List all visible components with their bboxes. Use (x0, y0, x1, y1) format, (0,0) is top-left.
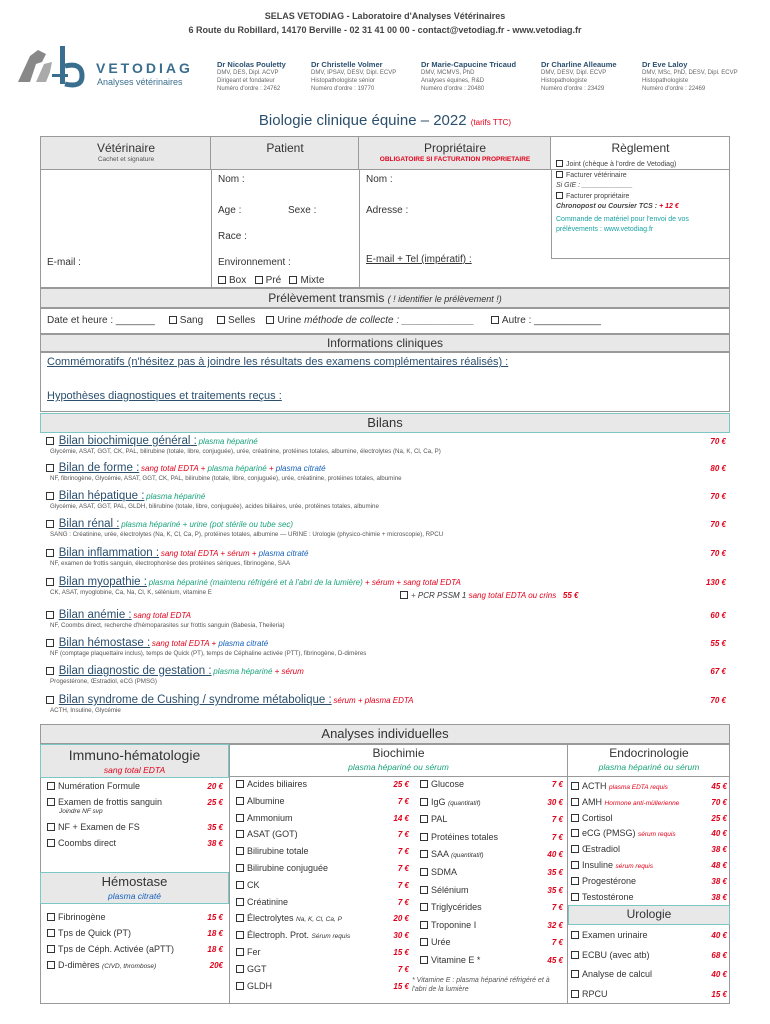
analysis-item: Coombs direct 38 € (47, 838, 223, 848)
analysis-checkbox[interactable] (571, 970, 579, 978)
analysis-item: ACTH plasma EDTA requis 45 € (571, 781, 727, 791)
bilan-title: Bilan hépatique : (58, 490, 145, 502)
analysis-item: SDMA 35 € (420, 867, 563, 877)
patient-age-label: Age : (218, 205, 242, 216)
bilan-checkbox[interactable] (46, 611, 54, 619)
analysis-item: Créatinine 7 € (236, 897, 409, 907)
bilan-row (46, 665, 726, 685)
bilan-sample: sang total EDTA + plasma hépariné + plasma citraté (141, 464, 326, 473)
analysis-checkbox[interactable] (571, 861, 579, 869)
bilan-checkbox[interactable] (46, 520, 54, 528)
bilan-checkbox[interactable] (46, 437, 54, 445)
commemoratifs-label: Commémoratifs (n'hésitez pas à joindre les résultats des examens complémentaires réalisés) : (47, 356, 509, 368)
vet-subtitle: Cachet et signature (97, 156, 155, 163)
biochimie-title: Biochimie (372, 746, 425, 760)
analysis-item: CK 7 € (236, 880, 409, 890)
vet-email-label: E-mail : (47, 257, 81, 268)
bilan-title: Bilan myopathie : (58, 576, 147, 588)
vitamin-e-note: * Vitamine E : plasma hépariné réfrigéré et à l'abri de la lumière (412, 977, 550, 993)
analysis-item: ASAT (GOT) 7 € (236, 829, 409, 839)
analysis-checkbox[interactable] (420, 938, 428, 946)
analysis-item: Électrolytes Na, K, Cl, Ca, P 20 € (236, 913, 409, 923)
bilan-price: 70 € (710, 696, 726, 705)
analysis-checkbox[interactable] (420, 833, 428, 841)
bilan-sample: sang total EDTA + sérum + plasma citraté (160, 549, 309, 558)
env-box-checkbox[interactable] (218, 276, 226, 284)
analysis-checkbox[interactable] (571, 845, 579, 853)
bilan-title: Bilan diagnostic de gestation : (58, 665, 212, 677)
analysis-item: Testostérone 38 € (571, 892, 727, 902)
env-pre-checkbox[interactable] (255, 276, 263, 284)
analysis-checkbox[interactable] (420, 868, 428, 876)
prelev-fields: Date et heure : _______ Sang Selles Urine méthode de collecte : _____________ Autre : ____________ (47, 315, 601, 326)
analysis-checkbox[interactable] (571, 931, 579, 939)
bilan-sample: sang total EDTA (133, 611, 191, 620)
analysis-item: Acides biliaires 25 € (236, 779, 409, 789)
bilan-price: 67 € (710, 667, 726, 676)
analysis-checkbox[interactable] (236, 780, 244, 788)
lab-header (0, 9, 770, 37)
bilan-checkbox[interactable] (46, 492, 54, 500)
analysis-item: Examen de frottis sanguin Joindre NF svp 25 € (47, 797, 223, 807)
analysis-item: Sélénium 35 € (420, 885, 563, 895)
logo-name: VETODIAG (96, 60, 193, 76)
analysis-item: Vitamine E * 45 € (420, 955, 563, 965)
analysis-checkbox[interactable] (420, 886, 428, 894)
analysis-item: Électroph. Prot. Sérum requis 30 € (236, 930, 409, 940)
analysis-checkbox[interactable] (47, 798, 55, 806)
analysis-checkbox[interactable] (47, 782, 55, 790)
prelev-title: Prélèvement transmis ( ! identifier le prélèvement !) (268, 291, 502, 305)
env-mixte-checkbox[interactable] (289, 276, 297, 284)
bilan-title: Bilan rénal : (58, 518, 120, 530)
bilan-details: NF (comptage plaquettaire inclus), temps de Quick (PT), temps de Céphaline activée (PTT), fibrinogène, D-dimères (50, 650, 367, 657)
analysis-checkbox[interactable] (571, 829, 579, 837)
lab-address: 6 Route du Robillard, 14170 Berville - 02 31 41 00 00 - contact@vetodiag.fr - www.vetodiag.fr (188, 25, 582, 35)
analysis-checkbox[interactable] (236, 982, 244, 990)
immuno-sample: sang total EDTA (103, 765, 166, 775)
owner-name-label: Nom : (366, 174, 393, 185)
analysis-checkbox[interactable] (420, 850, 428, 858)
bilans-title: Bilans (367, 415, 403, 430)
analysis-item: Fibrinogène 15 € (47, 912, 223, 922)
analysis-item: Ammonium 14 € (236, 813, 409, 823)
analysis-item: RPCU 15 € (571, 989, 727, 999)
analysis-item: Progestérone 38 € (571, 876, 727, 886)
doctor-4: Dr Charline Alleaume DMV, DESV, Dipl. ECVP Histopathologiste Numéro d'ordre : 23429 (541, 60, 617, 93)
analysis-checkbox[interactable] (571, 893, 579, 901)
analysis-checkbox[interactable] (420, 921, 428, 929)
analysis-item: AMH Hormone anti-müllerienne 70 € (571, 797, 727, 807)
analysis-item: Troponine I 32 € (420, 920, 563, 930)
bilan-price: 130 € (705, 578, 726, 587)
analysis-item: Analyse de calcul 40 € (571, 969, 727, 979)
urine-checkbox[interactable] (266, 316, 274, 324)
pcr-checkbox[interactable] (400, 591, 408, 599)
doctor-2: Dr Christelle Volmer DMV, IPSAV, DESV, Dipl. ECVP Histopathologiste sénior Numéro d'ordre : 19770 (311, 60, 397, 93)
analysis-checkbox[interactable] (47, 961, 55, 969)
pcr-pssm-option: + PCR PSSM 1 sang total EDTA ou crins 55 € (400, 591, 578, 600)
bilan-sample: plasma hépariné (maintenu réfrigéré et à l'abri de la lumière) + sérum + sang total EDTA (148, 578, 461, 587)
lab-name: SELAS VETODIAG - Laboratoire d'Analyses Vétérinaires (264, 11, 506, 21)
bilan-details: Glycémie, ASAT, GGT, PAL, GLDH, bilirubine (totale, libre, conjuguée), acides biliaires, urée, protéines totales, albumine (50, 503, 379, 510)
bilan-title: Bilan hémostase : (58, 637, 151, 649)
analysis-item: Bilirubine conjuguée 7 € (236, 863, 409, 873)
analysis-checkbox[interactable] (236, 965, 244, 973)
doctor-1: Dr Nicolas Pouletty DMV, DES, Dipl. ACVP Dirigeant et fondateur Numéro d'ordre : 24762 (217, 60, 286, 93)
analysis-item: Albumine 7 € (236, 796, 409, 806)
biochimie-sample: plasma hépariné ou sérum (348, 762, 449, 772)
bilan-details: SANG : Créatinine, urée, électrolytes (Na, K, Cl, Ca, P), protéines totales, albumine — URINE : Urologie (physico-chimie + microscopie), RPCU (50, 531, 444, 538)
bilan-price: 80 € (710, 464, 726, 473)
bilan-details: NF, examen de frottis sanguin, électrophorèse des protéines sériques, fibrinogène, SAA (50, 560, 291, 567)
analysis-item: Tps de Quick (PT) 18 € (47, 928, 223, 938)
analysis-item: PAL 7 € (420, 814, 563, 824)
analysis-item: Œstradiol 38 € (571, 844, 727, 854)
analysis-checkbox[interactable] (571, 782, 579, 790)
bilan-details: Glycémie, ASAT, GGT, CK, PAL, bilirubine (totale, libre, conjuguée), urée, créatinine, protéines totales, albumine, électrolytes (Na, K, Cl, Ca, P) (50, 448, 441, 455)
selles-checkbox[interactable] (217, 316, 225, 324)
payment-options: Joint (chèque à l'ordre de Vetodiag) Facturer vétérinaire Si GIE : _____________ Facturer propriétaire Chronopost ou Coursier TCS : + 12 € Commande de matériel pour l'envoi de vos prélèvements : www.vetodiag.fr (556, 161, 689, 233)
analysis-checkbox[interactable] (571, 951, 579, 959)
endo-sample: plasma hépariné ou sérum (598, 762, 700, 772)
owner-email-label: E-mail + Tel (impératif) : (366, 254, 472, 265)
bilan-sample: sang total EDTA + plasma citraté (151, 639, 269, 648)
bilan-row (46, 518, 726, 538)
analysis-item: Fer 15 € (236, 947, 409, 957)
analysis-item: Insuline sérum requis 48 € (571, 860, 727, 870)
bilan-title: Bilan syndrome de Cushing / syndrome métabolique : (58, 694, 332, 706)
analysis-checkbox[interactable] (571, 814, 579, 822)
bilan-checkbox[interactable] (46, 696, 54, 704)
analysis-checkbox[interactable] (571, 877, 579, 885)
analysis-checkbox[interactable] (236, 797, 244, 805)
bilan-price: 70 € (710, 492, 726, 501)
bilan-details: ACTH, Insuline, Glycémie (50, 707, 121, 714)
bilan-row (46, 637, 726, 657)
owner-title: Propriétaire (423, 141, 487, 155)
hypotheses-label: Hypothèses diagnostiques et traitements reçus : (47, 390, 282, 402)
pay-joint-checkbox[interactable] (556, 160, 563, 167)
analysis-item: ECBU (avec atb) 68 € (571, 950, 727, 960)
analysis-checkbox[interactable] (236, 847, 244, 855)
uro-title: Urologie (626, 907, 672, 921)
bilan-row (46, 490, 726, 510)
bilan-price: 70 € (710, 520, 726, 529)
analysis-item: GLDH 15 € (236, 981, 409, 991)
bilan-details: NF, Coombs direct, recherche d'hémoparasites sur frottis sanguin (Babesia, Theileria) (50, 622, 285, 629)
bilan-checkbox[interactable] (46, 639, 54, 647)
analysis-item: IgG (quantitatif) 30 € (420, 797, 563, 807)
patient-breed-label: Race : (218, 231, 247, 242)
analysis-item: Tps de Céph. Activée (aPTT) 18 € (47, 944, 223, 954)
analysis-checkbox[interactable] (47, 839, 55, 847)
analysis-checkbox[interactable] (236, 814, 244, 822)
indiv-title: Analyses individuelles (321, 726, 449, 741)
bilan-price: 55 € (710, 639, 726, 648)
analysis-item: Urée 7 € (420, 937, 563, 947)
analysis-checkbox[interactable] (571, 798, 579, 806)
analysis-item: Cortisol 25 € (571, 813, 727, 823)
bilan-sample: plasma hépariné + urine (pot stérile ou tube sec) (121, 520, 294, 529)
analysis-item: Numération Formule 20 € (47, 781, 223, 791)
analysis-item: Glucose 7 € (420, 779, 563, 789)
pay-owner-checkbox[interactable] (556, 192, 563, 199)
patient-title: Patient (266, 141, 304, 155)
analysis-item: Examen urinaire 40 € (571, 930, 727, 940)
analysis-checkbox[interactable] (47, 929, 55, 937)
hemo-title: Hémostase (101, 874, 168, 889)
bilan-title: Bilan de forme : (58, 462, 140, 474)
bilan-price: 70 € (710, 437, 726, 446)
analysis-checkbox[interactable] (236, 898, 244, 906)
bilan-row (46, 462, 726, 482)
bilan-price: 60 € (710, 611, 726, 620)
analysis-checkbox[interactable] (236, 881, 244, 889)
analysis-checkbox[interactable] (47, 913, 55, 921)
doctor-3: Dr Marie-Capucine Tricaud DMV, MCMVS, PhD Analyses équines, R&D Numéro d'ordre : 20480 (421, 60, 517, 93)
bilan-row (46, 609, 726, 629)
vetodiag-logo (16, 40, 206, 92)
bilan-details: Progestérone, Œstradiol, eCG (PMSG) (50, 678, 157, 685)
analysis-checkbox[interactable] (236, 931, 244, 939)
bilan-sample: plasma hépariné (198, 437, 258, 446)
bilan-row (46, 547, 726, 567)
analysis-item: Protéines totales 7 € (420, 832, 563, 842)
horse-dog-logo-icon (16, 42, 86, 88)
analysis-checkbox[interactable] (47, 823, 55, 831)
bilan-title: Bilan inflammation : (58, 547, 160, 559)
info-title: Informations cliniques (326, 336, 444, 350)
analysis-checkbox[interactable] (571, 990, 579, 998)
analysis-checkbox[interactable] (236, 864, 244, 872)
analysis-item: SAA (quantitatif) 40 € (420, 849, 563, 859)
analysis-item: Triglycérides 7 € (420, 902, 563, 912)
bilan-checkbox[interactable] (46, 667, 54, 675)
owner-address-label: Adresse : (366, 205, 409, 216)
analysis-checkbox[interactable] (236, 914, 244, 922)
immuno-title: Immuno-hématologie (68, 747, 201, 763)
page-title: Biologie clinique équine – 2022 (tarifs TTC) (258, 112, 512, 129)
payment-title: Règlement (611, 141, 670, 155)
sang-checkbox[interactable] (169, 316, 177, 324)
endo-title: Endocrinologie (609, 746, 689, 760)
bilan-details: NF, fibrinogène, Glycémie, ASAT, GGT, CK, PAL, bilirubine (totale, libre, conjuguée), urée, créatinine, protéines totales, albumine (50, 475, 402, 482)
bilan-title: Bilan biochimique général : (58, 435, 197, 447)
hemo-sample: plasma citraté (108, 891, 161, 901)
analysis-checkbox[interactable] (420, 798, 428, 806)
autre-checkbox[interactable] (491, 316, 499, 324)
analysis-checkbox[interactable] (47, 945, 55, 953)
patient-sex-label: Sexe : (288, 205, 317, 216)
analysis-item: Bilirubine totale 7 € (236, 846, 409, 856)
patient-name-label: Nom : (218, 174, 245, 185)
vet-title: Vétérinaire (96, 141, 156, 155)
doctor-5: Dr Eve Laloy DMV, MSc, PhD, DESV, Dipl. ECVP Histopathologiste Numéro d'ordre : 22469 (642, 60, 738, 93)
env-options: Box Pré Mixte (218, 275, 324, 286)
analysis-item: eCG (PMSG) sérum requis 40 € (571, 828, 727, 838)
bilan-sample: plasma hépariné (146, 492, 206, 501)
analysis-checkbox[interactable] (420, 780, 428, 788)
analysis-item: D-dimères (CIVD, thrombose) 20€ (47, 960, 223, 970)
bilan-checkbox[interactable] (46, 464, 54, 472)
analysis-checkbox[interactable] (236, 948, 244, 956)
bilan-title: Bilan anémie : (58, 609, 132, 621)
bilan-row (46, 576, 726, 600)
bilan-sample: plasma hépariné + sérum (213, 667, 304, 676)
analysis-item: GGT 7 € (236, 964, 409, 974)
bilan-sample: sérum + plasma EDTA (333, 696, 414, 705)
analysis-checkbox[interactable] (236, 830, 244, 838)
analysis-checkbox[interactable] (420, 903, 428, 911)
bilan-checkbox[interactable] (46, 549, 54, 557)
bilan-price: 70 € (710, 549, 726, 558)
bilan-checkbox[interactable] (46, 578, 54, 586)
analysis-checkbox[interactable] (420, 815, 428, 823)
patient-env-label: Environnement : (218, 257, 291, 268)
bilan-row (46, 435, 726, 455)
analysis-item: NF + Examen de FS 35 € (47, 822, 223, 832)
bilan-details: CK, ASAT, myoglobine, Ca, Na, Cl, K, sélénium, vitamine E (50, 589, 212, 596)
owner-mandatory: OBLIGATOIRE SI FACTURATION PROPRIETAIRE (379, 156, 531, 163)
bilan-row (46, 694, 726, 714)
analysis-checkbox[interactable] (420, 956, 428, 964)
pay-vet-checkbox[interactable] (556, 171, 563, 178)
logo-tagline: Analyses vétérinaires (97, 77, 183, 87)
